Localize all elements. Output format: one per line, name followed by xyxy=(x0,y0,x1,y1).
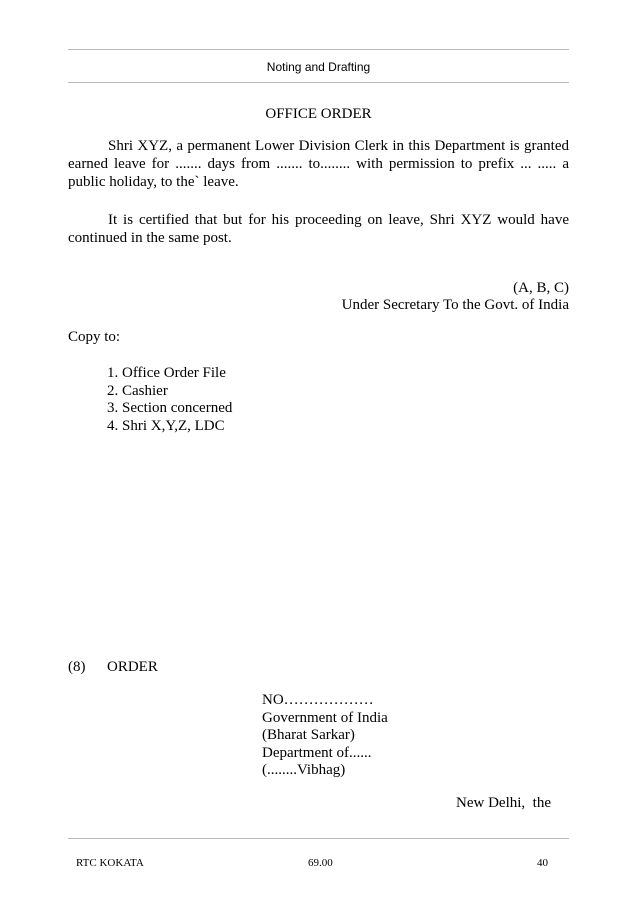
order-bharat-sarkar-line: (Bharat Sarkar) xyxy=(262,727,355,743)
footer-left-text: RTC KOKATA xyxy=(76,857,144,869)
order-department-line: Department of...... xyxy=(262,744,372,761)
signature-designation: Under Secretary To the Govt. of India xyxy=(341,297,569,313)
order-section-number: (8) xyxy=(68,659,86,675)
header-top-rule xyxy=(68,49,569,50)
copy-to-label: Copy to: xyxy=(68,329,121,345)
order-vibhag-line: (........Vibhag) xyxy=(262,762,346,778)
office-order-paragraph-2: It is certified that but for his proceeding on leave, Shri XYZ would have continued in the same post. xyxy=(68,212,569,246)
copy-to-list xyxy=(107,365,232,435)
order-heading-block xyxy=(262,692,388,780)
footer-center-text: 69.00 xyxy=(308,857,333,869)
header-bottom-rule xyxy=(68,82,569,83)
copy-to-item: 4. Shri X,Y,Z, LDC xyxy=(107,417,225,434)
footer-page-number: 40 xyxy=(537,857,548,869)
copy-to-item: 1. Office Order File xyxy=(107,365,226,381)
copy-to-item: 2. Cashier xyxy=(107,382,168,399)
office-order-title: OFFICE ORDER xyxy=(265,106,372,122)
footer-rule xyxy=(68,838,569,839)
order-number-line: NO……………… xyxy=(262,692,374,708)
copy-to-item: 3. Section concerned xyxy=(107,400,233,417)
signature-initials: (A, B, C) xyxy=(513,280,569,296)
order-section-title: ORDER xyxy=(107,659,158,675)
order-government-line: Government of India xyxy=(262,709,388,726)
running-header: Noting and Drafting xyxy=(266,60,371,74)
office-order-paragraph-1: Shri XYZ, a permanent Lower Division Clerk in this Department is granted earned leave for ....... days from ....... to........ with permission to prefix ... ..... a public holiday, to the` leave. xyxy=(68,138,569,190)
place-date: New Delhi, the xyxy=(456,795,551,811)
